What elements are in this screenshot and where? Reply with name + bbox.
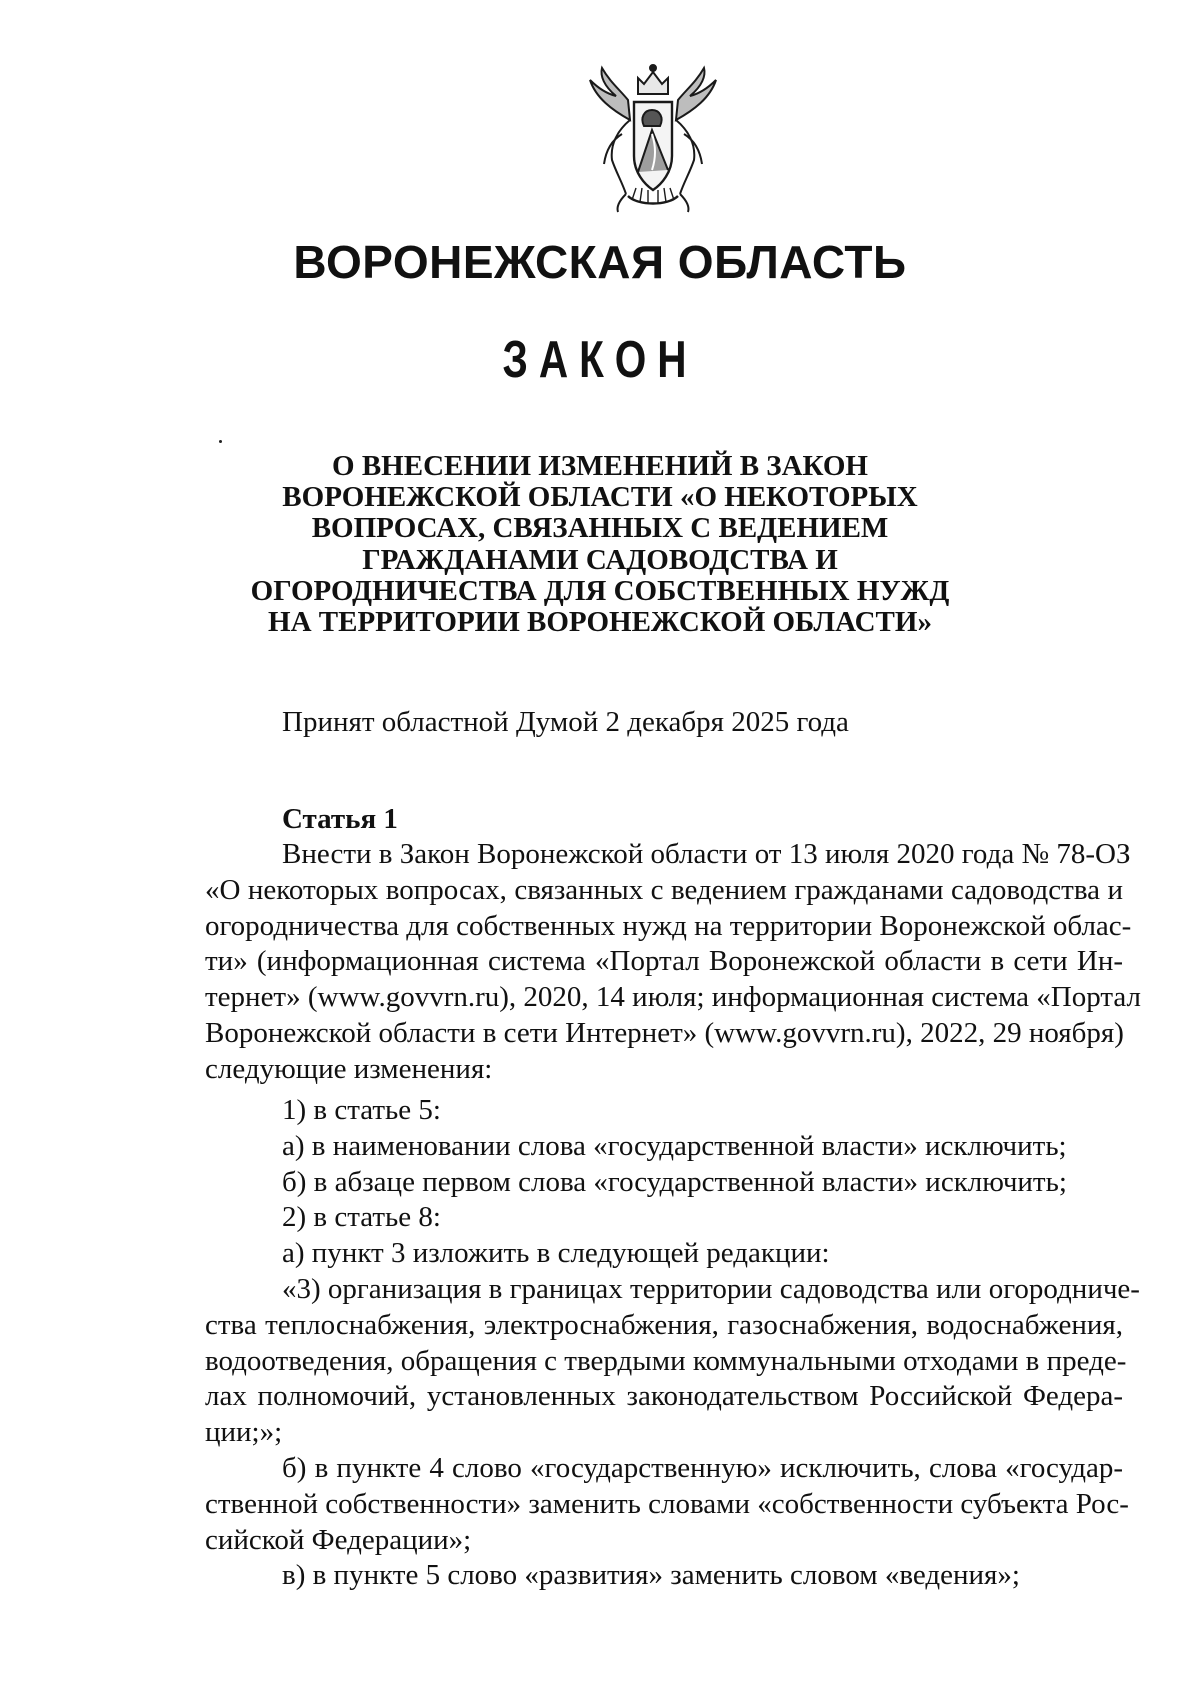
paragraph-line: ти» (информационная система «Портал Воронежской области в сети Ин- [205, 945, 1123, 978]
law-heading-line: ГРАЖДАНАМИ САДОВОДСТВА И [362, 543, 838, 576]
document-type-title: ЗАКОН [502, 331, 698, 389]
paragraph-line: ства теплоснабжения, электроснабжения, газоснабжения, водоснабжения, [205, 1308, 1123, 1341]
paragraph-line: «О некоторых вопросах, связанных с ведением гражданами садоводства и [205, 873, 1123, 906]
law-heading [0, 451, 1200, 638]
law-heading-line: ОГОРОДНИЧЕСТВА ДЛЯ СОБСТВЕННЫХ НУЖД [250, 574, 950, 607]
scan-speck [219, 440, 222, 443]
law-heading-line: НА ТЕРРИТОРИИ ВОРОНЕЖСКОЙ ОБЛАСТИ» [268, 606, 932, 639]
adoption-note: Принят областной Думой 2 декабря 2025 года [282, 706, 849, 738]
quoted-paragraph [205, 1272, 1140, 1451]
paragraph-line: сийской Федерации»; [205, 1523, 472, 1556]
law-heading-line: О ВНЕСЕНИИ ИЗМЕНЕНИЙ В ЗАКОН [332, 450, 868, 482]
item-b-paragraph [205, 1451, 1129, 1558]
list-item: 2) в статье 8: [282, 1201, 441, 1234]
paragraph-line: Воронежской области в сети Интернет» (www.govvrn.ru), 2022, 29 ноября) [205, 1016, 1124, 1049]
paragraph-line: водоотведения, обращения с твердыми коммунальными отходами в преде- [205, 1344, 1127, 1377]
coat-of-arms-emblem [582, 60, 724, 218]
paragraph-line: следующие изменения: [205, 1052, 493, 1085]
paragraph-line: б) в пункте 4 слово «государственную» исключить, слова «государ- [282, 1452, 1123, 1484]
law-heading-line: ВОПРОСАХ, СВЯЗАННЫХ С ВЕДЕНИЕМ [311, 512, 889, 545]
article-intro-paragraph [205, 837, 1141, 1088]
law-heading-line: ВОРОНЕЖСКОЙ ОБЛАСТИ «О НЕКОТОРЫХ [282, 481, 918, 514]
paragraph-line: Внести в Закон Воронежской области от 13 июля 2020 года № 78-ОЗ [282, 838, 1131, 870]
paragraph-line: тернет» (www.govvrn.ru), 2020, 14 июля; информационная система «Портал [205, 981, 1141, 1014]
region-title: ВОРОНЕЖСКАЯ ОБЛАСТЬ [293, 236, 907, 288]
list-item: б) в абзаце первом слова «государственной власти» исключить; [282, 1165, 1067, 1198]
article-title: Статья 1 [282, 803, 398, 835]
paragraph-line: огородничества для собственных нужд на территории Воронежской облас- [205, 909, 1132, 942]
paragraph-line: в) в пункте 5 слово «развития» заменить словом «ведения»; [282, 1559, 1020, 1591]
paragraph-line: ственной собственности» заменить словами «собственности субъекта Рос- [205, 1487, 1129, 1520]
item-v-paragraph [205, 1558, 1123, 1594]
list-item: 1) в статье 5: [282, 1094, 441, 1126]
list-item: а) пункт 3 изложить в следующей редакции: [282, 1237, 830, 1270]
list-item: а) в наименовании слова «государственной власти» исключить; [282, 1129, 1067, 1162]
paragraph-line: лах полномочий, установленных законодательством Российской Федера- [205, 1380, 1123, 1413]
paragraph-line: ции;»; [205, 1416, 283, 1449]
paragraph-line: «3) организация в границах территории садоводства или огородниче- [282, 1273, 1140, 1305]
amendment-items [282, 1093, 1067, 1272]
